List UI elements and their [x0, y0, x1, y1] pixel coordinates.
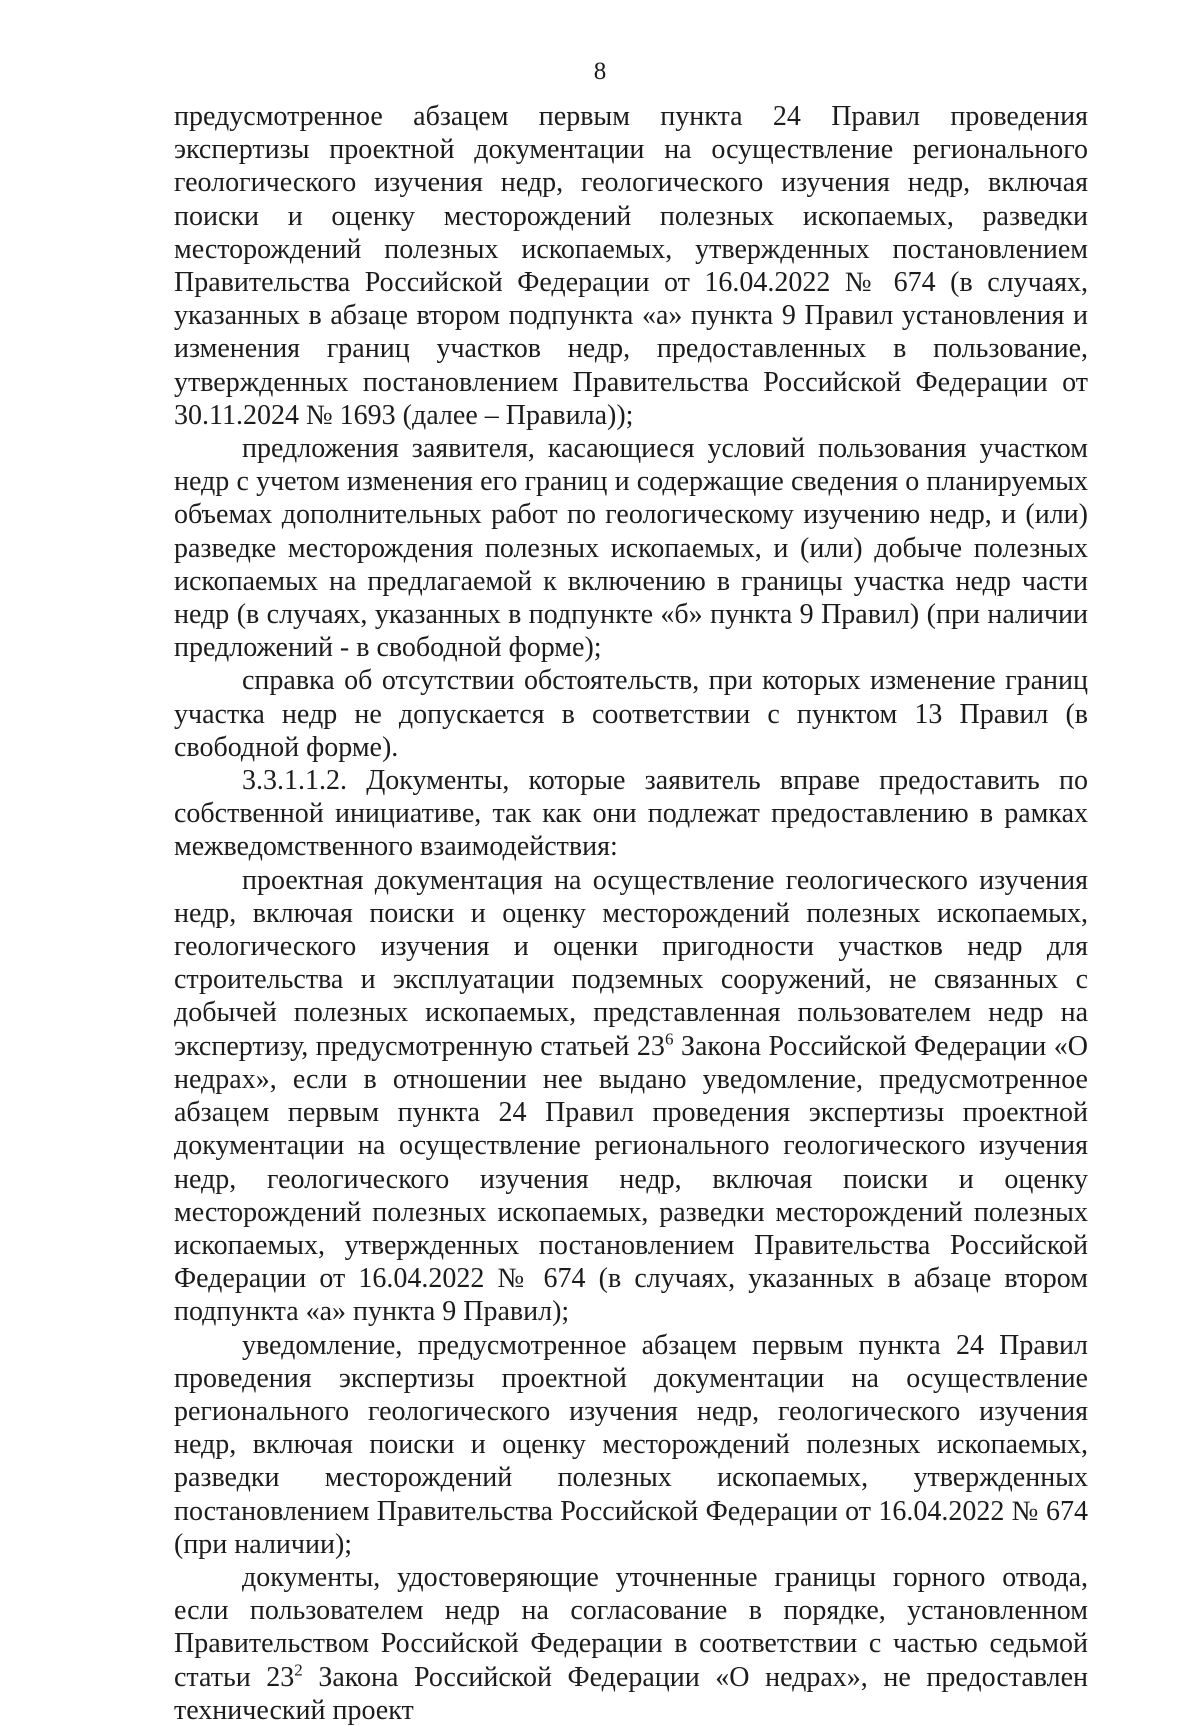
paragraph-text: документы, удостоверяющие уточненные границы горного отвода, если пользователем недр на согласование в порядке, установленном Правительством Российской Федерации в соответствии с частью седьмой статьи 23 [174, 1561, 1088, 1693]
paragraph-text: предложения заявителя, касающиеся условий пользования участком недр с учетом изменения его границ и содержащие сведения о планируемых объемах дополнительных работ по геологическому изучению недр, и (или) разведке месторождения полезных ископаемых, и (или) добыче полезных ископаемых на предлагаемой к включению в границы участка недр части недр (в случаях, указанных в подпункте «б» пункта 9 Правил) (при наличии предложений - в свободной форме); [174, 433, 1088, 664]
paragraph-text: 3.3.1.1.2. Документы, которые заявитель вправе предоставить по собственной инициативе, так как они подлежат предоставлению в рамках межведомственного взаимодействия: [174, 765, 1088, 863]
paragraph [174, 764, 1088, 864]
paragraph [174, 664, 1088, 764]
superscript: 2 [294, 1660, 303, 1680]
document-body [174, 100, 1088, 1727]
paragraph-text: Закона Российской Федерации «О недрах», если в отношении нее выдано уведомление, предусмотренное абзацем первым пункта 24 Правил проведения экспертизы проектной документации на осуществление регионального геологического изучения недр, геологического изучения недр, включая поиски и оценку месторождений полезных ископаемых, разведки месторождений полезных ископаемых, утвержденных постановлением Правительства Российской Федерации от 16.04.2022 № 674 (в случаях, указанных в абзаце втором подпункта «а» пункта 9 Правил); [174, 1030, 1089, 1328]
superscript: 6 [664, 1029, 674, 1049]
page-number: 8 [593, 58, 607, 85]
paragraph-text: уведомление, предусмотренное абзацем первым пункта 24 Правил проведения экспертизы проектной документации на осуществление регионального геологического изучения недр, геологического изучения недр, включая поиски и оценку месторождений полезных ископаемых, разведки месторождений полезных ископаемых, утвержденных постановлением Правительства Российской Федерации от 16.04.2022 № 674 (при наличии); [174, 1329, 1088, 1560]
paragraph [174, 864, 1088, 1329]
paragraph [174, 1561, 1088, 1727]
paragraph [174, 1329, 1088, 1561]
paragraph-text: справка об отсутствии обстоятельств, при которых изменение границ участка недр не допускается в соответствии с пунктом 13 Правил (в свободной форме). [174, 665, 1088, 763]
paragraph [174, 432, 1088, 664]
paragraph [174, 100, 1088, 432]
paragraph-text: предусмотренное абзацем первым пункта 24 Правил проведения экспертизы проектной документации на осуществление регионального геологического изучения недр, геологического изучения недр, включая поиски и оценку месторождений полезных ископаемых, разведки месторождений полезных ископаемых, утвержденных постановлением Правительства Российской Федерации от 16.04.2022 № 674 (в случаях, указанных в абзаце втором подпункта «а» пункта 9 Правил установления и изменения границ участков недр, предоставленных в пользование, утвержденных постановлением Правительства Российской Федерации от 30.11.2024 № 1693 (далее – Правила)); [174, 101, 1088, 431]
paragraph-text: проектная документация на осуществление геологического изучения недр, включая поиски и оценку месторождений полезных ископаемых, геологического изучения и оценки пригодности участков недр для строительства и эксплуатации подземных сооружений, не связанных с добычей полезных ископаемых, представленная пользователем недр на экспертизу, предусмотренную статьей 23 [174, 864, 1088, 1062]
paragraph-text: Закона Российской Федерации «О недрах», не предоставлен технический проект [174, 1661, 1088, 1726]
